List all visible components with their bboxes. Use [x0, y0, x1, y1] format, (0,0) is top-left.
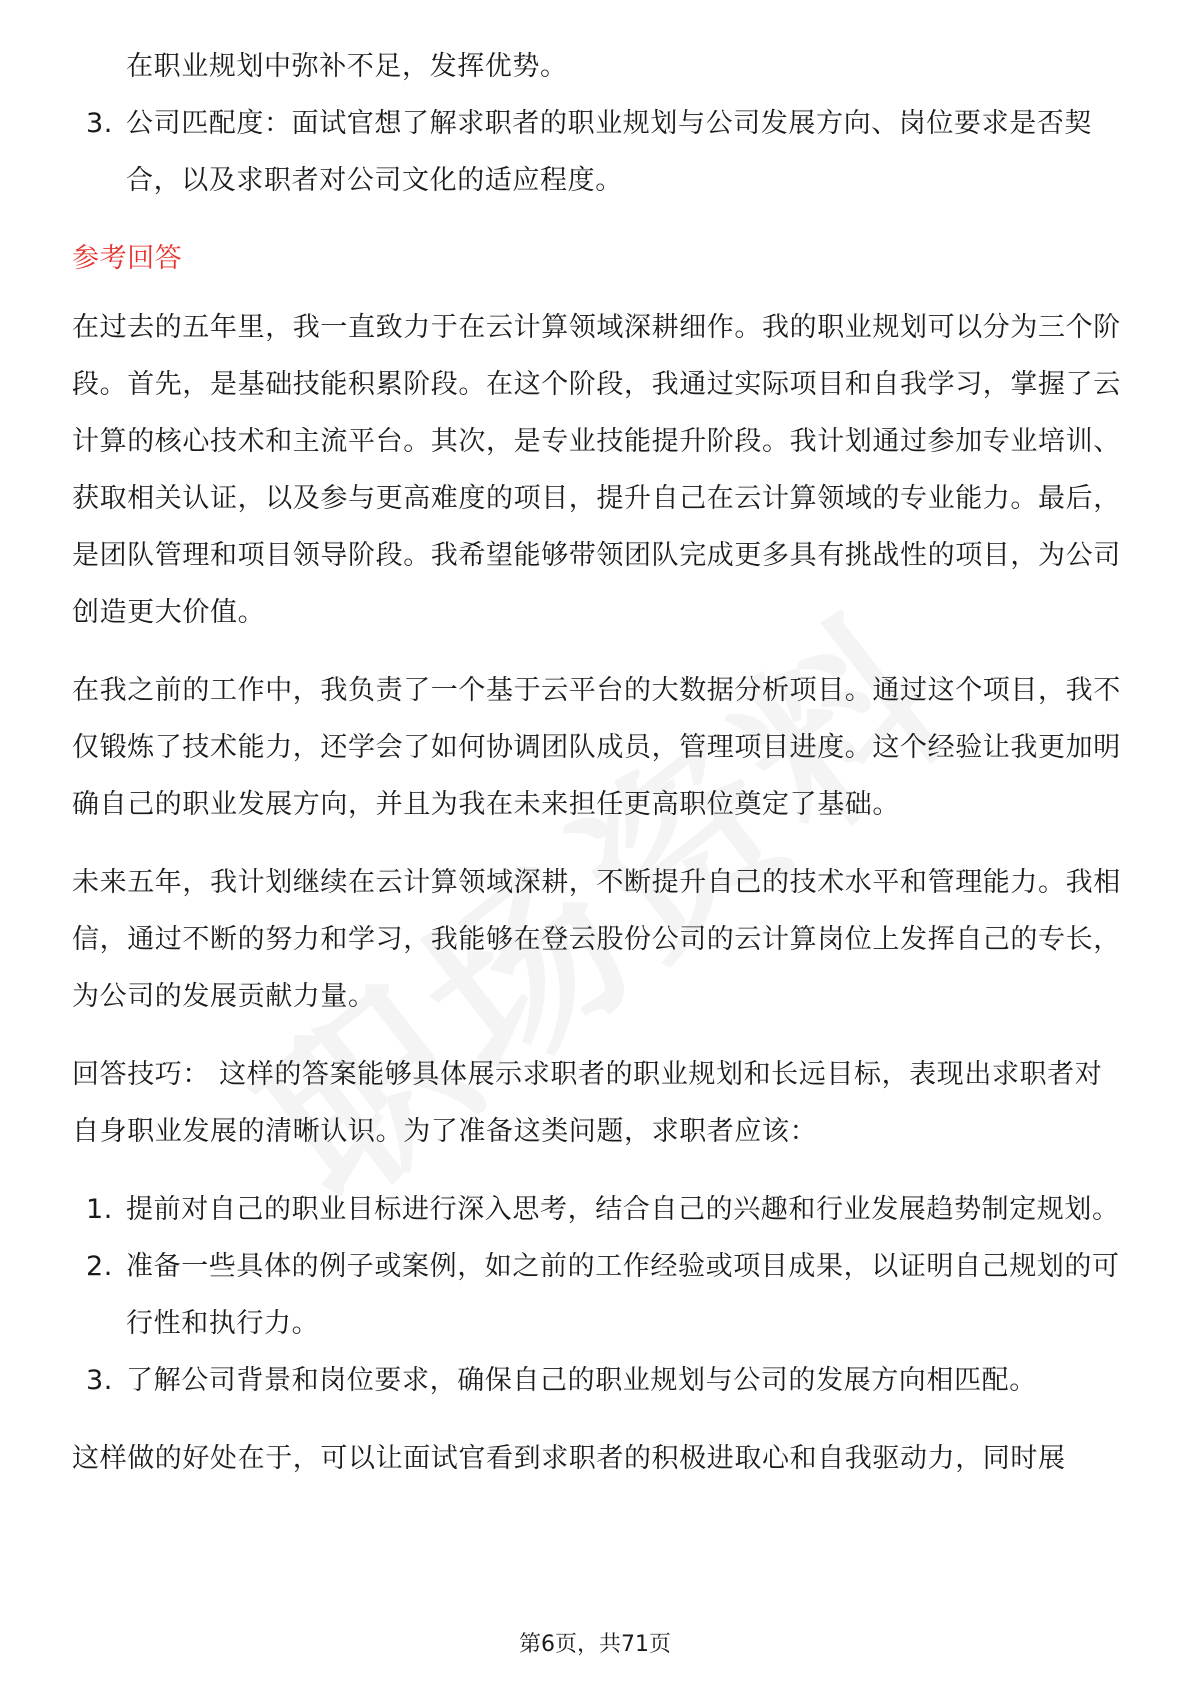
list-number: 3. — [86, 1365, 113, 1396]
paragraph: 在我之前的工作中，我负责了一个基于云平台的大数据分析项目。通过这个项目，我不仅锻炼了技术能力，还学会了如何协调团队成员，管理项目进度。这个经验让我更加明确自己的职业发展方向，并且为我在未来担任更高职位奠定了基础。 — [72, 675, 1121, 820]
tips-intro-paragraph: 回答技巧： 这样的答案能够具体展示求职者的职业规划和长远目标，表现出求职者对自身职业发展的清晰认识。为了准备这类问题，求职者应该： — [72, 1059, 1103, 1147]
list-item-text: 提前对自己的职业目标进行深入思考，结合自己的兴趣和行业发展趋势制定规划。 — [126, 1194, 1120, 1225]
paragraph: 在过去的五年里，我一直致力于在云计算领域深耕细作。我的职业规划可以分为三个阶段。首先，是基础技能积累阶段。在这个阶段，我通过实际项目和自我学习，掌握了云计算的核心技术和主流平台。其次，是专业技能提升阶段。我计划通过参加专业培训、获取相关认证，以及参与更高难度的项目，提升自己在云计算领域的专业能力。最后，是团队管理和项目领导阶段。我希望能够带领团队完成更多具有挑战性的项目，为公司创造更大价值。 — [72, 312, 1121, 628]
list-number: 3. — [86, 108, 113, 139]
list-item-text: 公司匹配度：面试官想了解求职者的职业规划与公司发展方向、岗位要求是否契合，以及求职者对公司文化的适应程度。 — [126, 108, 1092, 196]
list-item — [72, 1352, 1122, 1409]
paragraph: 未来五年，我计划继续在云计算领域深耕，不断提升自己的技术水平和管理能力。我相信，通过不断的努力和学习，我能够在登云股份公司的云计算岗位上发挥自己的专长，为公司的发展贡献力量。 — [72, 867, 1121, 1012]
page-number-footer: 第6页，共71页 — [519, 1632, 671, 1657]
document-body — [72, 38, 1122, 1487]
list-item — [72, 1181, 1122, 1238]
list-item — [72, 95, 1122, 209]
tips-list — [72, 1181, 1122, 1409]
list-number: 1. — [86, 1194, 113, 1225]
list-number: 2. — [86, 1251, 113, 1282]
list-item-text: 准备一些具体的例子或案例，如之前的工作经验或项目成果，以证明自己规划的可行性和执行力。 — [126, 1251, 1120, 1339]
closing-paragraph: 这样做的好处在于，可以让面试官看到求职者的积极进取心和自我驱动力，同时展 — [72, 1443, 1066, 1474]
list-item-text: 了解公司背景和岗位要求，确保自己的职业规划与公司的发展方向相匹配。 — [126, 1365, 1037, 1396]
list-continuation: 在职业规划中弥补不足，发挥优势。 — [126, 51, 568, 82]
section-heading: 参考回答 — [72, 243, 183, 274]
list-item — [72, 1238, 1122, 1352]
top-list — [72, 95, 1122, 209]
